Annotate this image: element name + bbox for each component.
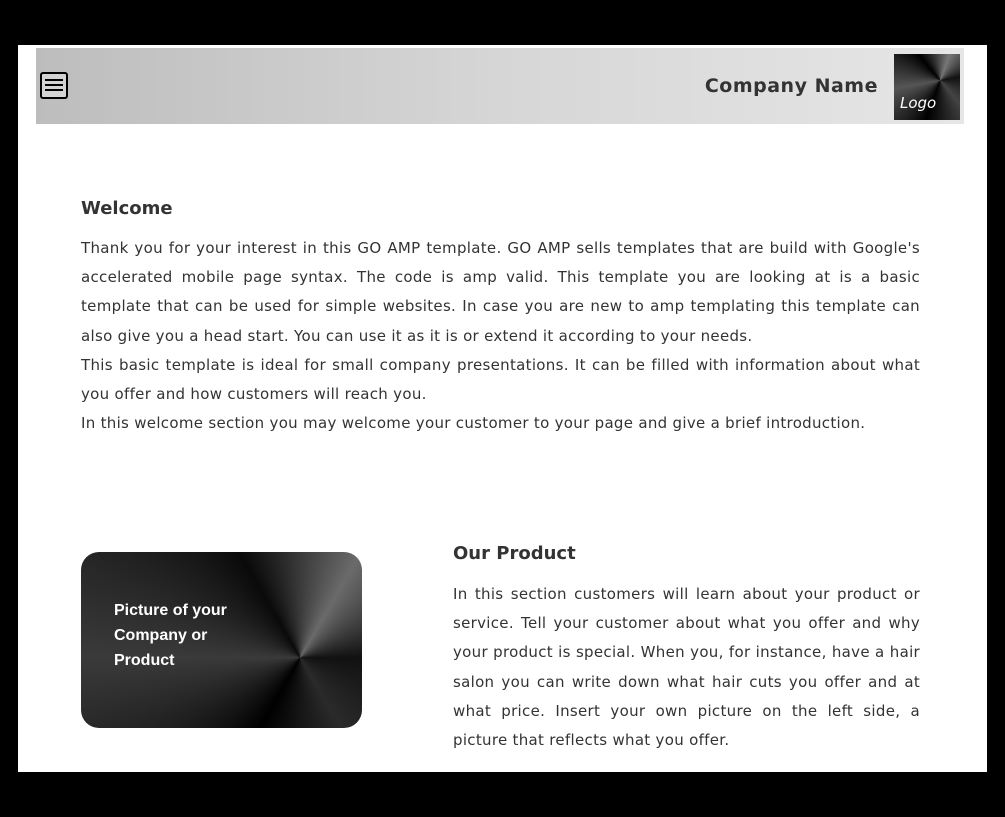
- product-image: [81, 552, 362, 728]
- welcome-paragraph: Thank you for your interest in this GO AMP template. GO AMP sells templates that are build with Google's accelerated mobile page syntax. The code is amp valid. This template you are looking at is a basic template that can be used for simple websites. In case you are new to amp templating this template can also give you a head start. You can use it as it is or extend it according to your needs.: [81, 239, 920, 345]
- product-body: In this section customers will learn about your product or service. Tell your customer about what you offer and why your product is special. When you, for instance, have a hair salon you can write down what hair cuts you offer and at what price. Insert your own picture on the left side, a picture that reflects what you offer.: [453, 585, 920, 750]
- welcome-paragraph: In this welcome section you may welcome your customer to your page and give a brief introduction.: [81, 414, 866, 433]
- site-header: [36, 48, 964, 124]
- logo-text: Logo: [900, 94, 937, 112]
- product-image-text: Picture of your Company or Product: [114, 602, 227, 669]
- welcome-body: [81, 234, 920, 438]
- company-name: Company Name: [704, 75, 878, 97]
- welcome-title: Welcome: [81, 198, 173, 219]
- hamburger-menu-button[interactable]: [40, 72, 68, 99]
- company-logo[interactable]: [894, 54, 960, 120]
- welcome-paragraph: This basic template is ideal for small company presentations. It can be filled with information about what you offer and how customers will reach you.: [81, 355, 920, 404]
- hamburger-menu-icon: [45, 79, 63, 81]
- product-title: Our Product: [453, 543, 576, 564]
- page-content: [18, 45, 987, 772]
